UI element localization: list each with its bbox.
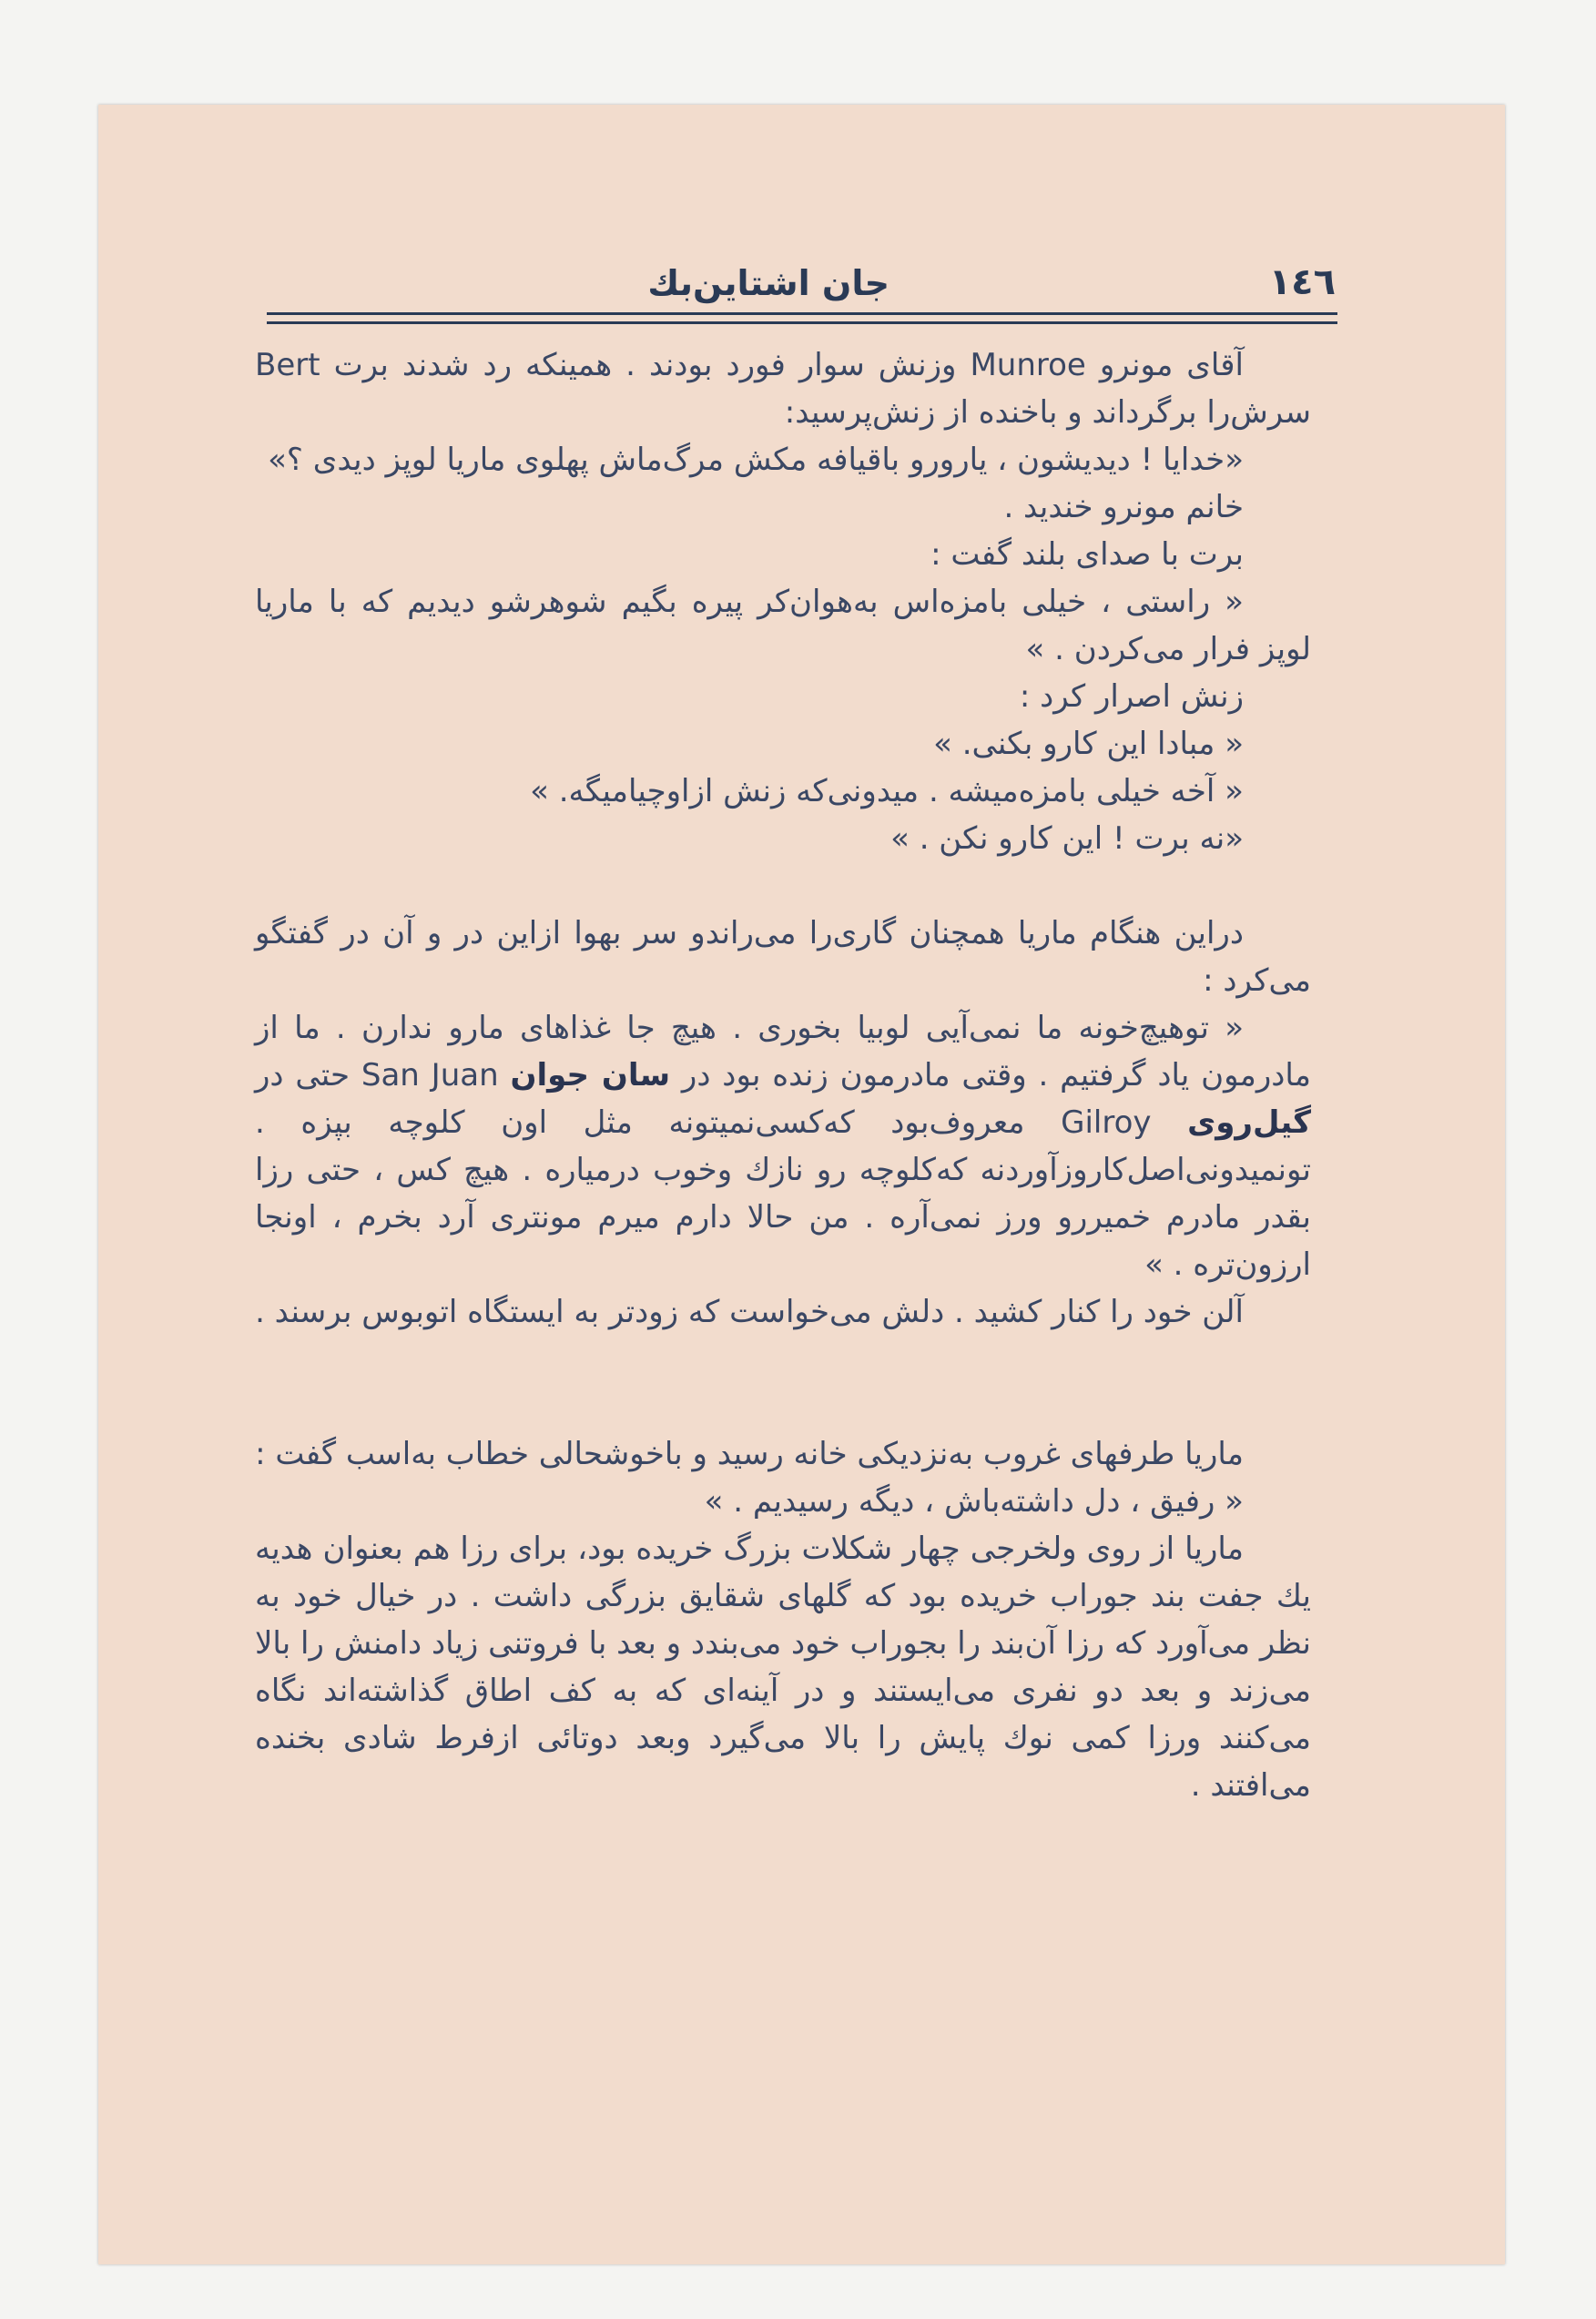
paragraph: « رفیق ، دل داشته‌باش ، دیگه رسیدیم . » bbox=[704, 1483, 1244, 1520]
running-title: جان اشتاین‌بك bbox=[647, 263, 889, 303]
paragraph: « راستی ، خیلی بامزه‌اس به‌هوان‌کر پیره بگیم شوهرشو دیدیم که با ماریا لوپز فرار می‌کردن . » bbox=[255, 584, 1311, 667]
body-text bbox=[255, 341, 1311, 1809]
paragraph: ماریا طرفهای غروب به‌نزدیکی خانه رسید و باخوشحالی خطاب به‌اسب گفت : bbox=[255, 1436, 1244, 1472]
paragraph: «نه برت ! این کارو نکن . » bbox=[890, 820, 1244, 857]
paragraph: خانم مونرو خندید . bbox=[1003, 489, 1244, 525]
paragraph: زنش اصرار کرد : bbox=[1019, 678, 1244, 715]
paragraph-text: Gilroy معروف‌بود که‌کسی‌نمیتونه مثل اون کلوچه بپزه . تونمیدونی‌اصل‌کاروزآوردنه که‌کلوچه رو نازك وخوب درمیاره . هیچ کس ، حتی رزا بقدر مادرم خمیررو ورز نمی‌آره . من حالا دارم میرم مونتری آرد بخرم ، اونجا ارزون‌تره . » bbox=[255, 1104, 1311, 1283]
paragraph-text: San Juan حتی در bbox=[255, 1057, 499, 1093]
section-break bbox=[255, 1336, 1311, 1430]
paragraph: برت با صدای بلند گفت : bbox=[930, 536, 1244, 573]
paragraph: «خدایا ! دیدیشون ، یارورو باقیافه مکش مرگ‌ماش پهلوی ماریا لوپز دیدی ؟» bbox=[268, 442, 1244, 478]
paragraph: « آخه خیلی بامزه‌میشه . میدونی‌که زنش ازاوچیامیگه. » bbox=[530, 773, 1244, 809]
header-rule-bottom bbox=[267, 321, 1337, 324]
page-number: ١٤٦ bbox=[1268, 261, 1336, 303]
paragraph: ماریا از روی ولخرجی چهار شکلات بزرگ خریده بود، برای رزا هم بعنوان هدیه یك جفت بند جوراب خریده بود که گلهای شقایق بزرگی داشت . در خیال خود به نظر می‌آورد که رزا آن‌بند را بجوراب خود می‌بندد و بعد با فروتنی زیاد دامنش را بالا می‌زند و بعد دو نفری می‌ایستند و در آینه‌ای که به کف اطاق گذاشته‌اند نگاه می‌کنند ورزا کمی نوك پایش را بالا می‌گیرد وبعد دوتائی ازفرط شادی بخنده می‌افتند . bbox=[255, 1531, 1311, 1804]
paragraph-text: « توهیچ‌خونه ما نمی‌آیی لوبیا بخوری . هیچ جا غذاهای مارو ندارن . ما از مادرمون یاد گرفتیم . وقتی مادرمون زنده بود در bbox=[255, 1010, 1312, 1093]
paragraph: آقای مونرو Munroe وزنش سوار فورد بودند . همینکه رد شدند برت Bert سرش‌را برگرداند و باخنده از زنش‌پرسید: bbox=[255, 347, 1311, 431]
paragraph bbox=[255, 1004, 1311, 1288]
paragraph: آلن خود را کنار کشید . دلش می‌خواست که زودتر به ایستگاه اتوبوس برسند . bbox=[255, 1294, 1244, 1330]
page-header bbox=[170, 261, 1336, 309]
section-break bbox=[255, 862, 1311, 910]
header-rule-top bbox=[267, 312, 1337, 315]
place-name-bold: گیل‌روی bbox=[1187, 1104, 1312, 1141]
place-name-bold: سان جوان bbox=[510, 1057, 671, 1093]
paragraph: « مبادا این کارو بکنی. » bbox=[933, 726, 1244, 762]
paragraph: دراین هنگام ماریا همچنان گاری‌را می‌راندو سر بهوا ازاین در و آن در گفتگو می‌کرد : bbox=[255, 915, 1311, 999]
